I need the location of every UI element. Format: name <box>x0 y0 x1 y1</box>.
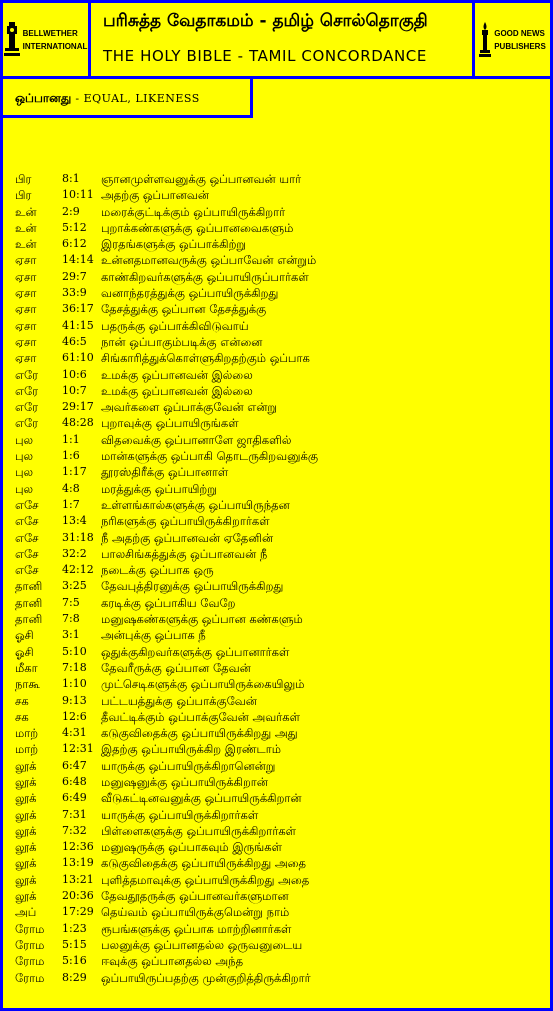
entry-text: விதவைக்கு ஒப்பானாளே ஜாதிகளில் <box>101 432 292 447</box>
entry-book: எசே <box>15 546 39 561</box>
entry-book: எரே <box>15 416 39 431</box>
entry-book: எசே <box>15 514 39 529</box>
concordance-entry <box>15 220 545 236</box>
concordance-entry <box>15 725 545 741</box>
entry-text: தேசத்துக்கு ஒப்பான தேசத்துக்கு <box>101 302 267 317</box>
entry-text: வனாந்தரத்துக்கு ஒப்பாயிருக்கிறது <box>101 286 279 301</box>
entry-text: காண்கிறவர்களுக்கு ஒப்பாயிருப்பார்கள் <box>101 269 309 284</box>
entry-reference: 5:12 <box>62 220 87 234</box>
concordance-entry <box>15 204 545 220</box>
entry-book: உன் <box>15 220 37 235</box>
concordance-entry <box>15 350 545 366</box>
concordance-entry <box>15 693 545 709</box>
entry-book: ஓசி <box>15 644 34 659</box>
entry-text: பிள்ளைகளுக்கு ஒப்பாயிருக்கிறார்கள் <box>101 823 297 838</box>
entry-book: ஏசா <box>15 302 37 317</box>
concordance-entry <box>15 301 545 317</box>
entry-book: ரோம <box>15 970 45 985</box>
entry-text: ஒதுக்குகிறவர்களுக்கு ஒப்பானார்கள் <box>101 644 290 659</box>
goodnews-logo-text <box>494 27 546 53</box>
bellwether-line-2: INTERNATIONAL <box>22 41 88 51</box>
bellwether-line-1: BELLWETHER <box>22 28 78 38</box>
entry-book: லூக் <box>15 823 37 838</box>
entry-reference: 5:10 <box>62 644 87 658</box>
entry-text: மனுஷகண்களுக்கு ஒப்பான கண்களும் <box>101 612 303 627</box>
entry-book: ஏசா <box>15 286 37 301</box>
concordance-entry <box>15 921 545 937</box>
ram-icon <box>4 20 20 60</box>
concordance-entry <box>15 644 545 660</box>
entry-text: வீடுகட்டினவனுக்கு ஒப்பாயிருக்கிறான் <box>101 791 302 806</box>
entry-book: உன் <box>15 237 37 252</box>
concordance-entry <box>15 872 545 888</box>
entry-book: ஏசா <box>15 334 37 349</box>
concordance-entry <box>15 904 545 920</box>
entry-book: ஏசா <box>15 269 37 284</box>
entry-book: சக <box>15 709 29 724</box>
concordance-entry <box>15 562 545 578</box>
concordance-entry <box>15 334 545 350</box>
entry-text: மரத்துக்கு ஒப்பாயிற்று <box>101 481 217 496</box>
concordance-entry <box>15 823 545 839</box>
concordance-entry <box>15 252 545 268</box>
entry-reference: 5:15 <box>62 937 87 951</box>
entry-reference: 1:6 <box>62 449 80 463</box>
entry-text: இதற்கு ஒப்பாயிருக்கிற இரண்டாம் <box>101 742 281 757</box>
concordance-entry <box>15 187 545 203</box>
subject-box <box>0 76 253 118</box>
entry-reference: 1:17 <box>62 465 87 479</box>
entry-reference: 8:29 <box>62 970 87 984</box>
concordance-entry <box>15 709 545 725</box>
entry-book: ஏசா <box>15 351 37 366</box>
entry-reference: 20:36 <box>62 889 94 903</box>
concordance-entry <box>15 676 545 692</box>
title-tamil: பரிசுத்த வேதாகமம் - தமிழ் சொல்தொகுதி <box>103 11 428 31</box>
entry-reference: 12:31 <box>62 742 94 756</box>
entry-reference: 41:15 <box>62 318 94 332</box>
entry-text: நரிகளுக்கு ஒப்பாயிருக்கிறார்கள் <box>101 514 270 529</box>
entry-text: பாலசிங்கத்துக்கு ஒப்பானவன் நீ <box>101 546 268 561</box>
entry-reference: 3:25 <box>62 579 87 593</box>
entry-reference: 29:17 <box>62 400 94 414</box>
entry-reference: 1:23 <box>62 921 87 935</box>
goodnews-logo <box>479 20 546 60</box>
concordance-entry <box>15 285 545 301</box>
entry-text: ஈவுக்கு ஒப்பானதல்ல அந்த <box>101 954 244 969</box>
entry-reference: 10:6 <box>62 367 87 381</box>
concordance-entry <box>15 807 545 823</box>
concordance-entry <box>15 171 545 187</box>
goodnews-line-1: GOOD NEWS <box>494 28 545 38</box>
entry-text: புறாவுக்கு ஒப்பாயிருங்கள் <box>101 416 239 431</box>
concordance-entry <box>15 741 545 757</box>
entry-text: உமக்கு ஒப்பானவன் இல்லை <box>101 383 253 398</box>
entry-reference: 13:21 <box>62 872 94 886</box>
concordance-entry <box>15 855 545 871</box>
entry-book: தானி <box>15 612 43 627</box>
entry-reference: 14:14 <box>62 253 94 267</box>
bellwether-logo-box <box>0 0 91 79</box>
entry-reference: 1:10 <box>62 677 87 691</box>
entry-text: மனுஷனுக்கு ஒப்பாயிருக்கிறான் <box>101 774 268 789</box>
entry-book: ஏசா <box>15 253 37 268</box>
entry-text: ரூபங்களுக்கு ஒப்பாக மாற்றினார்கள் <box>101 921 292 936</box>
entry-book: புல <box>15 465 34 480</box>
concordance-entry <box>15 758 545 774</box>
entry-reference: 46:5 <box>62 334 87 348</box>
concordance-list <box>15 171 545 986</box>
entry-text: பட்டயத்துக்கு ஒப்பாக்குவேன் <box>101 693 257 708</box>
concordance-entry <box>15 546 545 562</box>
entry-book: சக <box>15 693 29 708</box>
entry-reference: 1:1 <box>62 432 80 446</box>
concordance-entry <box>15 953 545 969</box>
entry-book: எரே <box>15 383 39 398</box>
entry-book: பிர <box>15 172 32 186</box>
concordance-entry <box>15 530 545 546</box>
entry-reference: 48:28 <box>62 416 94 430</box>
concordance-entry <box>15 464 545 480</box>
entry-reference: 13:4 <box>62 514 87 528</box>
entry-book: லூக் <box>15 807 37 822</box>
entry-book: லூக் <box>15 791 37 806</box>
entry-reference: 7:5 <box>62 595 80 609</box>
concordance-entry <box>15 415 545 431</box>
entry-reference: 33:9 <box>62 286 87 300</box>
entry-book: லூக் <box>15 872 37 887</box>
concordance-entry <box>15 578 545 594</box>
entry-reference: 7:8 <box>62 612 80 626</box>
entry-book: ஏசா <box>15 318 37 333</box>
entry-text: ஒப்பாயிருப்பதற்கு முன்குறித்திருக்கிறார் <box>101 970 311 985</box>
entry-reference: 17:29 <box>62 905 94 919</box>
entry-reference: 13:19 <box>62 856 94 870</box>
entry-reference: 2:9 <box>62 204 80 218</box>
entry-book: ரோம <box>15 921 45 936</box>
concordance-entry <box>15 432 545 448</box>
concordance-entry <box>15 399 545 415</box>
entry-book: மீகா <box>15 660 38 675</box>
entry-book: அப் <box>15 905 37 920</box>
subject-heading <box>15 91 200 107</box>
concordance-entry <box>15 318 545 334</box>
concordance-entry <box>15 236 545 252</box>
entry-book: எரே <box>15 400 39 415</box>
entry-book: புல <box>15 449 34 464</box>
entry-text: யாருக்கு ஒப்பாயிருக்கிறானென்று <box>101 758 276 773</box>
entry-reference: 4:31 <box>62 726 87 740</box>
entry-text: மரைக்குட்டிக்கும் ஒப்பாயிருக்கிறார் <box>101 204 286 219</box>
entry-book: ரோம <box>15 954 45 969</box>
concordance-entry <box>15 839 545 855</box>
entry-book: லூக் <box>15 840 37 855</box>
concordance-entry <box>15 774 545 790</box>
entry-text: கடுகுவிதைக்கு ஒப்பாயிருக்கிறது அதை <box>101 856 307 871</box>
entry-text: தேவபுத்திரனுக்கு ஒப்பாயிருக்கிறது <box>101 579 284 594</box>
entry-text: யாருக்கு ஒப்பாயிருக்கிறார்கள் <box>101 807 259 822</box>
entry-text: புறாக்கண்களுக்கு ஒப்பானவைகளும் <box>101 220 294 235</box>
entry-reference: 61:10 <box>62 351 94 365</box>
concordance-entry <box>15 269 545 285</box>
entry-reference: 6:49 <box>62 791 87 805</box>
goodnews-line-2: PUBLISHERS <box>494 41 546 51</box>
entry-text: நான் ஒப்பாகும்படிக்கு என்னை <box>101 334 263 349</box>
entry-book: லூக் <box>15 856 37 871</box>
concordance-entry <box>15 627 545 643</box>
entry-reference: 32:2 <box>62 546 87 560</box>
bellwether-logo-text <box>23 27 88 53</box>
concordance-entry <box>15 970 545 986</box>
entry-reference: 4:8 <box>62 481 80 495</box>
entry-reference: 10:11 <box>62 188 94 202</box>
entry-book: பிர <box>15 188 32 203</box>
concordance-entry <box>15 497 545 513</box>
concordance-entry <box>15 611 545 627</box>
entry-reference: 6:48 <box>62 774 87 788</box>
entry-text: இரதங்களுக்கு ஒப்பாக்கிற்று <box>101 237 247 252</box>
entry-text: அதற்கு ஒப்பானவன் <box>101 188 209 203</box>
concordance-entry <box>15 448 545 464</box>
entry-text: நடைக்கு ஒப்பாக ஒரு <box>101 563 214 578</box>
concordance-entry <box>15 790 545 806</box>
entry-reference: 7:31 <box>62 807 87 821</box>
entry-book: புல <box>15 481 34 496</box>
concordance-entry <box>15 513 545 529</box>
entry-text: தெய்வம் ஒப்பாயிருக்குமென்று நாம் <box>101 905 290 920</box>
entry-reference: 3:1 <box>62 628 80 642</box>
entry-reference: 12:6 <box>62 709 87 723</box>
concordance-entry <box>15 888 545 904</box>
entry-reference: 42:12 <box>62 563 94 577</box>
entry-reference: 9:13 <box>62 693 87 707</box>
entry-book: எரே <box>15 367 39 382</box>
entry-book: எசே <box>15 497 39 512</box>
entry-text: மான்களுக்கு ஒப்பாகி தொடருகிறவனுக்கு <box>101 449 318 464</box>
entry-reference: 12:36 <box>62 840 94 854</box>
concordance-entry <box>15 481 545 497</box>
goodnews-logo-box <box>472 0 553 79</box>
entry-text: தேவதூதருக்கு ஒப்பானவர்களுமான <box>101 889 289 904</box>
entry-reference: 6:47 <box>62 758 87 772</box>
entry-text: உள்ளங்கால்களுக்கு ஒப்பாயிருந்தன <box>101 497 290 512</box>
concordance-entry <box>15 660 545 676</box>
title-box <box>88 0 475 79</box>
entry-text: உமக்கு ஒப்பானவன் இல்லை <box>101 367 253 382</box>
concordance-entry <box>15 383 545 399</box>
entry-book: தானி <box>15 595 43 610</box>
entry-reference: 31:18 <box>62 530 94 544</box>
entry-reference: 1:7 <box>62 497 80 511</box>
title-english: THE HOLY BIBLE - TAMIL CONCORDANCE <box>103 47 427 65</box>
entry-text: கரடிக்கு ஒப்பாகிய வேறே <box>101 595 236 610</box>
concordance-entry <box>15 937 545 953</box>
entry-book: மாற் <box>15 726 39 741</box>
entry-book: நாகூ <box>15 677 40 692</box>
bellwether-logo <box>4 20 88 60</box>
concordance-entry <box>15 367 545 383</box>
entry-reference: 7:18 <box>62 660 87 674</box>
lamp-icon <box>479 20 491 60</box>
entry-book: ரோம <box>15 937 45 952</box>
entry-reference: 5:16 <box>62 954 87 968</box>
entry-text: நீ அதற்கு ஒப்பானவன் ஏதேனின் <box>101 530 274 545</box>
entry-reference: 10:7 <box>62 383 87 397</box>
entry-book: புல <box>15 432 34 447</box>
entry-text: பலனுக்கு ஒப்பானதல்ல ஒருவனுடைய <box>101 937 303 952</box>
entry-text: முட்செடிகளுக்கு ஒப்பாயிருக்கையிலும் <box>101 677 305 692</box>
entry-book: உன் <box>15 204 37 219</box>
entry-text: கடுகுவிதைக்கு ஒப்பாயிருக்கிறது அது <box>101 726 298 741</box>
entry-book: லூக் <box>15 774 37 789</box>
entry-reference: 29:7 <box>62 269 87 283</box>
entry-text: உன்னதமானவருக்கு ஒப்பாவேன் என்றும் <box>101 253 317 268</box>
entry-book: எசே <box>15 530 39 545</box>
subject-english: - EQUAL, LIKENESS <box>75 92 200 105</box>
entry-book: மாற் <box>15 742 39 757</box>
entry-reference: 6:12 <box>62 237 87 251</box>
subject-tamil: ஒப்பானது <box>15 91 72 105</box>
entry-reference: 7:32 <box>62 823 87 837</box>
entry-book: லூக் <box>15 889 37 904</box>
entry-text: தூரஸ்திரீக்கு ஒப்பானாள் <box>101 465 229 480</box>
entry-book: எசே <box>15 563 39 578</box>
entry-text: தீவட்டிக்கும் ஒப்பாக்குவேன் அவர்கள் <box>101 709 300 724</box>
entry-reference: 36:17 <box>62 302 94 316</box>
entry-text: மனுஷருக்கு ஒப்பாகவும் இருங்கள் <box>101 840 282 855</box>
entry-text: ஞானமுள்ளவனுக்கு ஒப்பானவன் யார் <box>101 172 302 186</box>
entry-text: புளித்தமாவுக்கு ஒப்பாயிருக்கிறது அதை <box>101 872 310 887</box>
entry-book: லூக் <box>15 758 37 773</box>
entry-text: சிங்காரித்துக்கொள்ளுகிறதற்கும் ஒப்பாக <box>101 351 310 366</box>
entry-book: ஓசி <box>15 628 34 643</box>
entry-text: பதருக்கு ஒப்பாக்கிவிடுவாய் <box>101 318 249 333</box>
entry-text: அன்புக்கு ஒப்பாக நீ <box>101 628 206 643</box>
entry-text: தேவரீருக்கு ஒப்பான தேவன் <box>101 660 251 675</box>
entry-book: தானி <box>15 579 43 594</box>
entry-text: அவர்களை ஒப்பாக்குவேன் என்று <box>101 400 278 415</box>
entry-reference: 8:1 <box>62 172 80 185</box>
concordance-entry <box>15 595 545 611</box>
